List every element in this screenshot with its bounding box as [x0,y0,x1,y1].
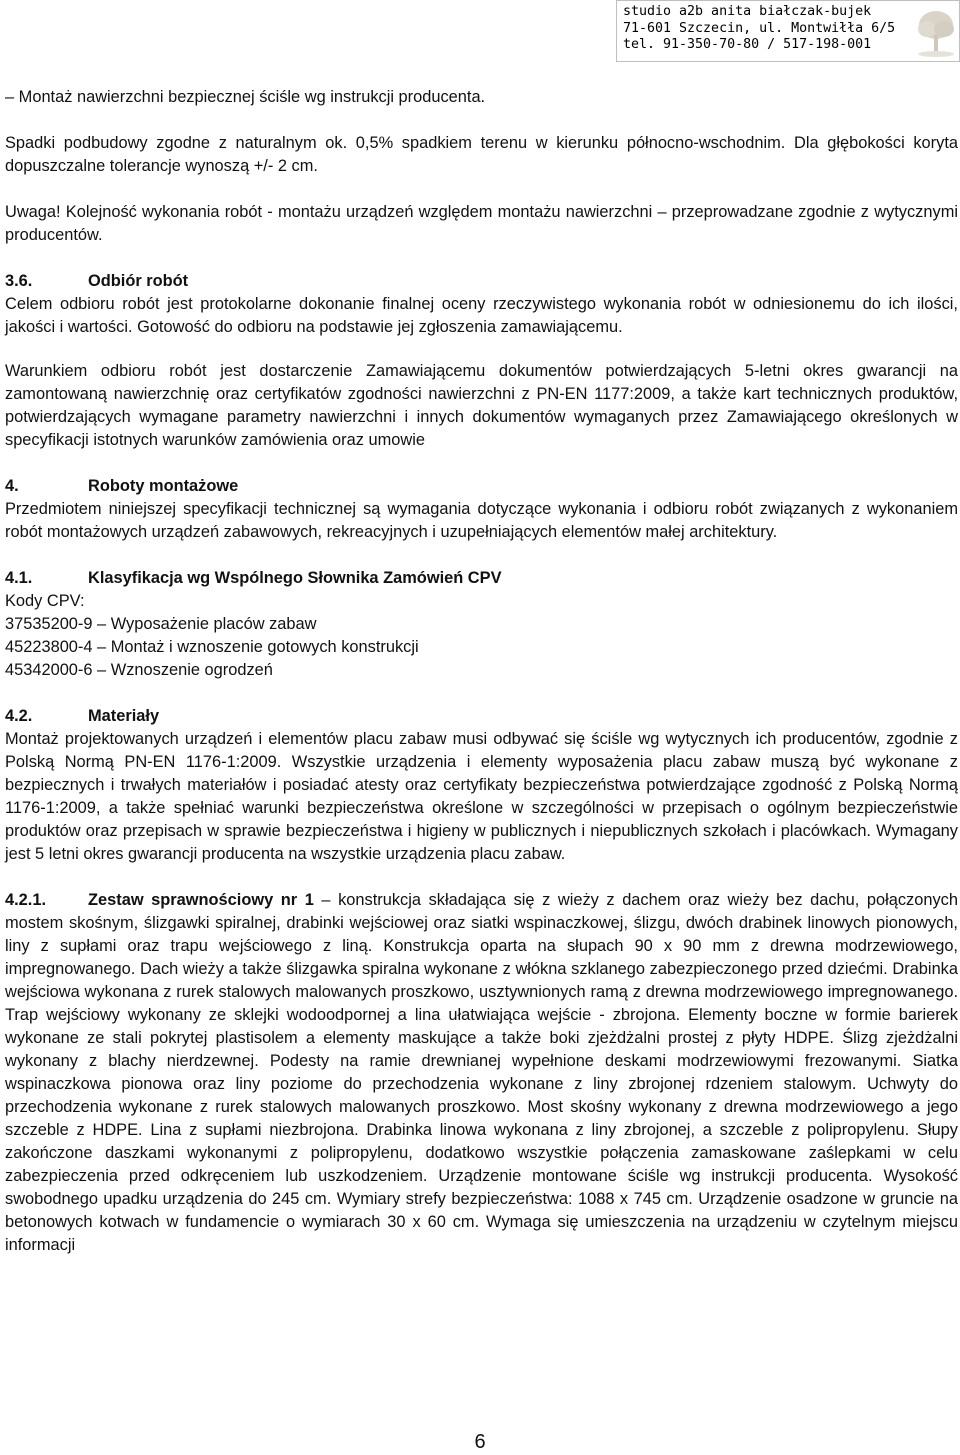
installation-works-paragraph: Przedmiotem niniejszej specyfikacji technicznej są wymagania dotyczące wykonania i odbioru robót związanych z wykonaniem robót montażowych urządzeń zabawowych, rekreacyjnych i uzupełniających elementów małej architektury. [5,500,958,541]
section-number: 4.1. [5,569,33,587]
cpv-code-item: 45342000-6 – Wznoszenie ogrodzeń [5,661,273,679]
section-title: Roboty montażowe [88,477,239,495]
letterhead-company: studio a2b anita białczak-bujek [623,4,872,19]
letterhead [616,0,960,62]
slopes-paragraph: Spadki podbudowy zgodne z naturalnym ok. 0,5% spadkiem terenu w kierunku północno-wschodnim. Dla głębokości koryta dopuszczalne tolerancje wynoszą +/- 2 cm. [5,134,958,175]
acceptance-conditions-paragraph: Warunkiem odbioru robót jest dostarczenie Zamawiającemu dokumentów potwierdzających 5-letni okres gwarancji na zamontowaną nawierzchnię oraz certyfikatów zgodności nawierzchni z PN-EN 1177:2009, a także kart technicznych produktów, potwierdzających wymagane parametry nawierzchni i innych dokumentów wymaganych przez Zamawiającego określonych w specyfikacji istotnych warunków zamówienia oraz umowie [5,362,958,449]
document-body [5,86,958,1257]
tree-logo-icon [913,7,959,59]
section-description: – konstrukcja składająca się z wieży z dachem oraz wieży bez dachu, połączonych mostem skośnym, ślizgawki spiralnej, drabinki wejściowej oraz siatki wspinaczkowej, ślizgu, dwóch drabinek linowych pionowych, liny z supłami oraz trapu wejściowego z liną. Konstrukcja oparta na słupach 90 x 90 mm z drewna modrzewiowego, impregnowanego. Dach wieży a także ślizgawka spiralna wykonane z włókna szklanego zabezpieczonego przed dziećmi. Drabinka wejściowa wykonana z rurek stalowych malowanych proszkowo, usztywnionych ramą z drewna modrzewiowego impregnowanego. Trap wejściowy wykonany ze sklejki wodoodpornej a lina ułatwiająca wejście - zbrojona. Elementy boczne w formie barierek wykonane ze stali pokrytej plastisolem a elementy maskujące a także boki zjeżdżalni prostej z płyty HDPE. Ślizg zjeżdżalni wykonany z blachy nierdzewnej. Podesty na ramie drewnianej wypełnione deskami modrzewiowymi frezowanymi. Siatka wspinaczkowa pionowa oraz liny poziome do przechodzenia wykonane z liny zbrojonej rdzeniem stalowym. Uchwyty do przechodzenia wykonane z rurek stalowych malowanych proszkowo. Most skośny wykonany z drewna modrzewiowego a jego szczeble z HDPE. Lina z supłami niezbrojona. Drabinka linowa wykonana z liny zbrojonej, a szczeble z polipropylenu. Słupy zakończone daszkami wykonanymi z polipropylenu, dodatkowo wszystkie połączenia zamaskowane zaślepkami w celu zabezpieczenia przed odkręceniem lub uszkodzeniem. Urządzenie montowane ściśle wg instrukcji producenta. Wysokość swobodnego upadku urządzenia do 245 cm. Wymiary strefy bezpieczeństwa: 1088 x 745 cm. Urządzenie osadzone w gruncie na betonowych kotwach w fundamencie o wymiarach 30 x 60 cm. Wymaga się umieszczenia na urządzeniu w czytelnym miejscu informacji [5,891,958,1254]
section-4-2-1-paragraph [5,889,958,1257]
installation-note: – Montaż nawierzchni bezpiecznej ściśle wg instrukcji producenta. [5,88,486,106]
letterhead-address: 71-601 Szczecin, ul. Montwiłła 6/5 [623,20,896,36]
section-number: 3.6. [5,272,33,290]
section-4-1-heading [5,567,958,590]
cpv-label: Kody CPV: [5,592,85,610]
section-number: 4.2.1. [5,891,47,909]
cpv-code-item: 37535200-9 – Wyposażenie placów zabaw [5,615,317,633]
section-title: Odbiór robót [88,272,189,290]
section-number: 4. [5,477,19,495]
page-number: 6 [474,1431,486,1453]
letterhead-text [623,4,895,54]
section-number: 4.2. [5,707,33,725]
section-4-heading [5,475,958,498]
section-title: Materiały [88,707,160,725]
materials-paragraph: Montaż projektowanych urządzeń i elementów placu zabaw musi odbywać się ściśle wg wytycznych ich producentów, zgodnie z Polską Normą PN-EN 1176-1:2009. Wszystkie urządzenia i elementy wyposażenia placu zabaw muszą być wykonane z bezpiecznych i trwałych materiałów i posiadać atesty oraz certyfikaty bezpieczeństwa potwierdzające zgodność z Polską Normą 1176-1:2009, a także spełniać warunki bezpieczeństwa określone w szczególności w przepisach o ogólnym bezpieczeństwie produktów oraz przepisach w sprawie bezpieczeństwa i higieny w publicznych i niepublicznych szkołach i placówkach. Wymagany jest 5 letni okres gwarancji producenta na wszystkie urządzenia placu zabaw. [5,730,958,863]
warning-paragraph: Uwaga! Kolejność wykonania robót - montażu urządzeń względem montażu nawierzchni – przeprowadzane zgodnie z wytycznymi producentów. [5,203,958,244]
section-3-6-heading [5,270,958,293]
cpv-code-item: 45223800-4 – Montaż i wznoszenie gotowych konstrukcji [5,638,419,656]
acceptance-paragraph: Celem odbioru robót jest protokolarne dokonanie finalnej oceny rzeczywistego wykonania robót w odniesionemu do ich ilości, jakości i wartości. Gotowość do odbioru na podstawie jej zgłoszenia zamawiającemu. [5,295,958,336]
section-title: Zestaw sprawnościowy nr 1 [88,891,314,909]
letterhead-phone: tel. 91-350-70-80 / 517-198-001 [623,37,872,52]
section-4-2-heading [5,705,958,728]
section-title: Klasyfikacja wg Wspólnego Słownika Zamówień CPV [88,569,502,587]
